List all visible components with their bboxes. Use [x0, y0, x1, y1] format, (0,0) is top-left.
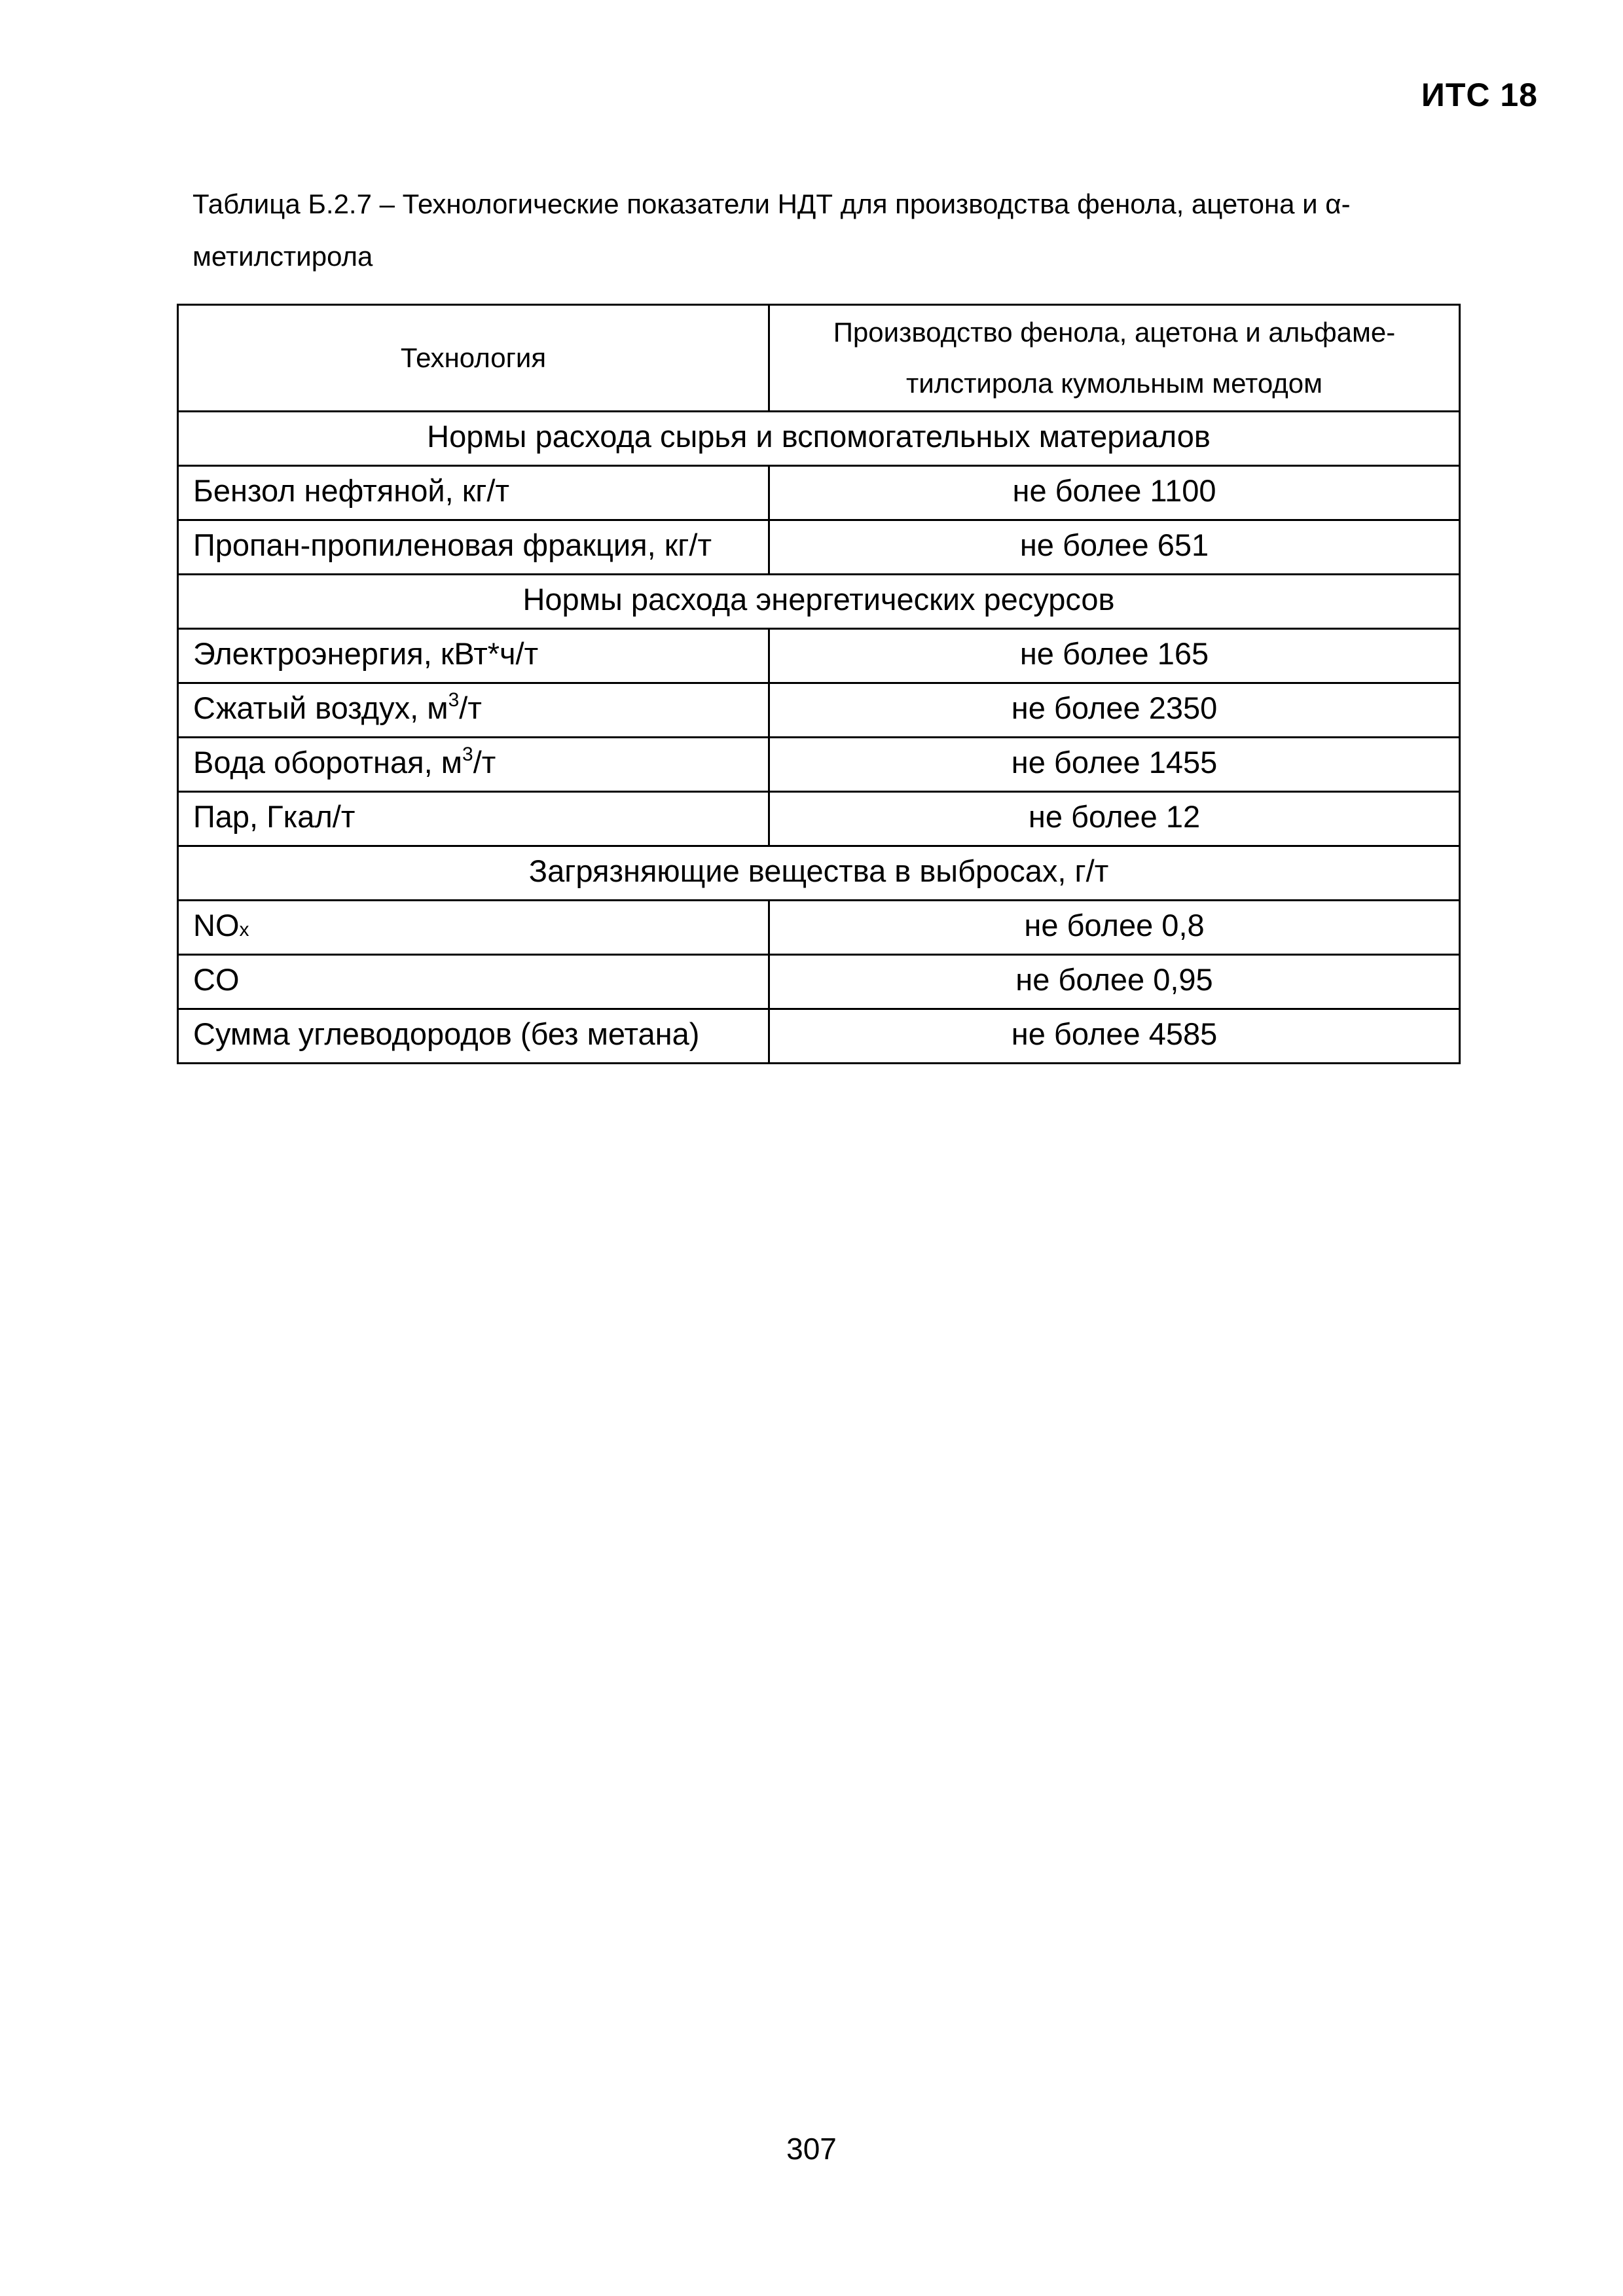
- caption-line-2: метилстирола: [192, 241, 373, 272]
- table-row: [178, 683, 1460, 738]
- superscript: 3: [448, 689, 460, 711]
- section-energy: Нормы расхода энергетических ресурсов: [178, 575, 1460, 629]
- row-value: не более 1455: [769, 738, 1460, 792]
- section-row: [178, 575, 1460, 629]
- header-production-line-1: Производство фенола, ацетона и альфаме-: [833, 317, 1396, 348]
- superscript: 3: [462, 744, 473, 766]
- table-row: [178, 738, 1460, 792]
- row-label: Пропан-пропиленовая фракция, кг/т: [178, 520, 769, 575]
- table-row: [178, 792, 1460, 846]
- row-label: Электроэнергия, кВт*ч/т: [178, 629, 769, 683]
- row-label: [178, 901, 769, 955]
- indicators-table: [177, 304, 1461, 1064]
- row-label: CO: [178, 955, 769, 1009]
- subscript: x: [239, 919, 249, 941]
- label-text: Вода оборотная, м: [193, 745, 463, 780]
- row-value: не более 0,8: [769, 901, 1460, 955]
- row-value: не более 651: [769, 520, 1460, 575]
- section-row: [178, 846, 1460, 901]
- header-technology: Технология: [178, 305, 769, 412]
- row-value: не более 165: [769, 629, 1460, 683]
- section-raw-materials: Нормы расхода сырья и вспомогательных материалов: [178, 412, 1460, 466]
- label-text: NO: [193, 908, 240, 942]
- row-value: не более 2350: [769, 683, 1460, 738]
- row-label: [178, 683, 769, 738]
- label-unit: /т: [459, 691, 482, 725]
- label-text: Сжатый воздух, м: [193, 691, 448, 725]
- row-value: не более 12: [769, 792, 1460, 846]
- table-row: [178, 901, 1460, 955]
- table-caption: [192, 178, 1476, 283]
- row-label: Бензол нефтяной, кг/т: [178, 466, 769, 520]
- caption-line-1: Таблица Б.2.7 – Технологические показатели НДТ для производства фенола, ацетона и α-: [192, 188, 1351, 219]
- label-unit: /т: [473, 745, 496, 780]
- section-row: [178, 412, 1460, 466]
- section-pollutants: Загрязняющие вещества в выбросах, г/т: [178, 846, 1460, 901]
- row-value: не более 4585: [769, 1009, 1460, 1064]
- document-code: ИТС 18: [1421, 77, 1538, 113]
- table-row: [178, 466, 1460, 520]
- table-row: [178, 629, 1460, 683]
- header-production-line-2: тилстирола кумольным методом: [905, 368, 1322, 399]
- table-row: [178, 955, 1460, 1009]
- page-number: 307: [786, 2132, 837, 2166]
- row-label: Сумма углеводородов (без метана): [178, 1009, 769, 1064]
- row-label: [178, 738, 769, 792]
- header-production: [769, 305, 1460, 412]
- table-row: [178, 520, 1460, 575]
- row-value: не более 0,95: [769, 955, 1460, 1009]
- row-value: не более 1100: [769, 466, 1460, 520]
- table-header-row: [178, 305, 1460, 412]
- row-label: Пар, Гкал/т: [178, 792, 769, 846]
- table-row: [178, 1009, 1460, 1064]
